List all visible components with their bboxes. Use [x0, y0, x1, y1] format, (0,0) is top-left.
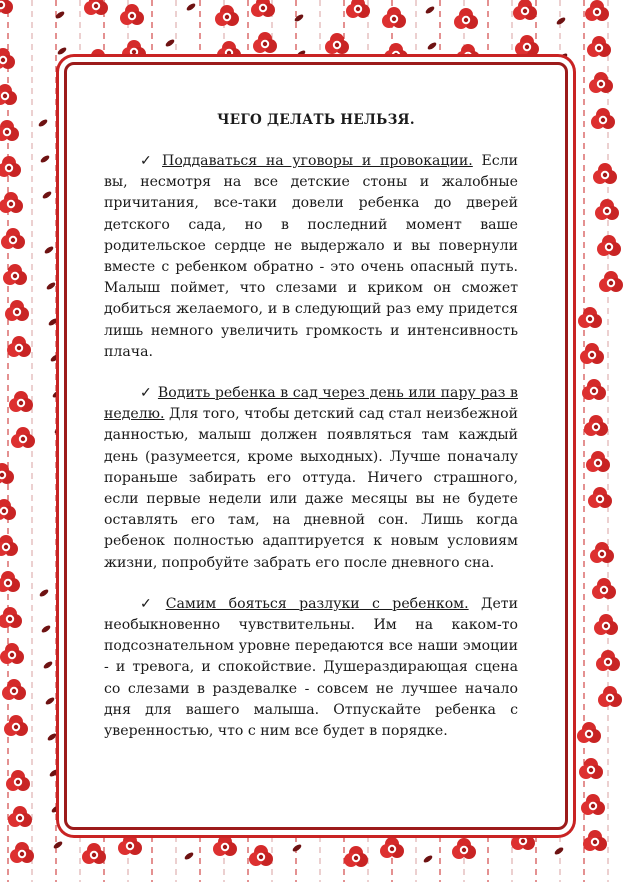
leaf-icon: [57, 46, 68, 56]
paragraph-3-body: Дети необыкновенно чувствительны. Им на каком-то подсознательном уровне передаются все наши эмоции - и тревога, и спокойствие. Душераздирающая сцена со слезами в раздевалке - совсем не лучшее начало дня для вашего малыша. Отпускайте ребенка с уверенностью, что с ним все будет в порядке.: [104, 595, 518, 740]
poppy-flower-icon: [251, 0, 275, 17]
leaf-icon: [40, 154, 51, 164]
leaf-icon: [38, 118, 49, 128]
poppy-flower-icon: [325, 33, 349, 54]
poppy-flower-icon: [253, 32, 277, 53]
leaf-icon: [50, 353, 61, 363]
poppy-flower-icon: [579, 758, 603, 779]
poppy-flower-icon: [515, 35, 539, 56]
poppy-flower-icon: [595, 199, 619, 220]
paragraph-1: [104, 151, 518, 363]
poppy-flower-icon: [597, 235, 621, 256]
poppy-flower-icon: [0, 0, 13, 14]
checkmark-icon: ✓: [140, 595, 160, 612]
document-content: [104, 112, 518, 762]
leaf-icon: [292, 843, 303, 853]
paragraph-3: [104, 594, 518, 742]
poppy-flower-icon: [122, 40, 146, 61]
poppy-flower-icon: [0, 192, 23, 213]
poppy-flower-icon: [0, 607, 22, 628]
poppy-flower-icon: [217, 41, 241, 62]
poppy-flower-icon: [0, 571, 20, 592]
paragraph-1-body: Если вы, несмотря на все детские стоны и жалобные причитания, все-таки довели ребенка до дверей детского сада, но в последний момент ваше родительское сердце не выдержало и вы повернули вместе с ребенком обратно - это очень опасный путь. Малыш поймет, что слезами и криком он сможет добиться желаемого, и в следующий раз ему придется лишь немного увеличить громкость и интенсивность плача.: [104, 153, 519, 360]
poppy-flower-icon: [0, 84, 17, 105]
poppy-flower-icon: [6, 770, 30, 791]
poppy-flower-icon: [589, 72, 613, 93]
poppy-flower-icon: [0, 463, 14, 484]
leaf-icon: [43, 660, 54, 670]
poppy-flower-icon: [0, 120, 19, 141]
poppy-flower-icon: [120, 4, 144, 25]
poppy-flower-icon: [1, 228, 25, 249]
poppy-flower-icon: [454, 8, 478, 29]
leaf-icon: [46, 281, 57, 291]
checkmark-icon: ✓: [140, 153, 157, 169]
poppy-flower-icon: [344, 846, 368, 867]
leaf-icon: [53, 840, 64, 850]
paragraph-1-heading: Поддаваться на уговоры и провокации.: [162, 153, 473, 169]
poppy-flower-icon: [7, 336, 31, 357]
poppy-flower-icon: [5, 300, 29, 321]
poppy-flower-icon: [0, 535, 18, 556]
leaf-icon: [556, 16, 567, 26]
leaf-icon: [49, 768, 60, 778]
leaf-icon: [41, 624, 52, 634]
poppy-flower-icon: [581, 794, 605, 815]
leaf-icon: [184, 851, 195, 861]
paragraph-2-body: Для того, чтобы детский сад стал неизбежной данностью, малыш должен появляться там каждый день (разумеется, кроме выходных). Лучше поначалу пораньше забирать его оттуда. Ничего страшного, если первые недели или даже месяцы вы не будете оставлять его там, на дневной сон. Лишь когда ребенок полностью адаптируется к новым условиям жизни, попробуйте забрать его после дневного сна.: [104, 406, 518, 571]
leaf-icon: [294, 13, 305, 23]
poppy-flower-icon: [249, 845, 273, 866]
poppy-flower-icon: [384, 43, 408, 64]
leaf-icon: [425, 5, 436, 15]
poppy-flower-icon: [2, 679, 26, 700]
poppy-flower-icon: [591, 108, 615, 129]
poppy-flower-icon: [84, 0, 108, 15]
poppy-flower-icon: [452, 838, 476, 859]
poppy-flower-icon: [592, 578, 616, 599]
leaf-icon: [165, 38, 176, 48]
poppy-flower-icon: [513, 0, 537, 20]
poppy-flower-icon: [588, 487, 612, 508]
poppy-flower-icon: [215, 5, 239, 26]
poppy-flower-icon: [213, 835, 237, 856]
paragraph-2: [104, 383, 518, 574]
leaf-icon: [39, 588, 50, 598]
poppy-flower-icon: [584, 415, 608, 436]
leaf-icon: [558, 52, 569, 62]
poppy-flower-icon: [583, 830, 607, 851]
leaf-icon: [54, 425, 65, 435]
paragraph-2-heading: Водить ребенка в сад через день или пару раз в неделю.: [104, 385, 518, 423]
poppy-flower-icon: [599, 271, 623, 292]
leaf-icon: [52, 389, 63, 399]
page-title: ЧЕГО ДЕЛАТЬ НЕЛЬЗЯ.: [217, 112, 415, 128]
poppy-flower-icon: [10, 842, 34, 863]
leaf-icon: [423, 854, 434, 864]
poppy-flower-icon: [382, 7, 406, 28]
paragraph-3-heading: Самим бояться разлуки с ребенком.: [165, 595, 469, 612]
poppy-flower-icon: [9, 391, 33, 412]
poppy-flower-icon: [380, 837, 404, 858]
checkmark-icon: ✓: [140, 385, 152, 402]
poppy-flower-icon: [582, 379, 606, 400]
leaf-icon: [44, 245, 55, 255]
poppy-flower-icon: [3, 264, 27, 285]
poppy-flower-icon: [594, 614, 618, 635]
leaf-icon: [45, 696, 56, 706]
leaf-icon: [48, 317, 59, 327]
poppy-flower-icon: [578, 307, 602, 328]
poppy-flower-icon: [11, 427, 35, 448]
poppy-flower-icon: [596, 650, 620, 671]
poppy-flower-icon: [586, 451, 610, 472]
poppy-flower-icon: [577, 722, 601, 743]
leaf-icon: [42, 190, 53, 200]
poppy-flower-icon: [118, 834, 142, 855]
poppy-flower-icon: [585, 0, 609, 21]
poppy-flower-icon: [82, 843, 106, 864]
poppy-flower-icon: [0, 48, 15, 69]
poppy-flower-icon: [8, 806, 32, 827]
poppy-flower-icon: [0, 156, 21, 177]
poppy-flower-icon: [593, 163, 617, 184]
poppy-flower-icon: [0, 499, 16, 520]
poppy-flower-icon: [598, 686, 622, 707]
poppy-flower-icon: [0, 643, 24, 664]
poppy-flower-icon: [590, 542, 614, 563]
leaf-icon: [427, 41, 438, 51]
leaf-icon: [296, 49, 307, 59]
poppy-flower-icon: [587, 36, 611, 57]
poppy-flower-icon: [511, 829, 535, 850]
poppy-flower-icon: [346, 0, 370, 18]
leaf-icon: [554, 846, 565, 856]
leaf-icon: [186, 2, 197, 12]
